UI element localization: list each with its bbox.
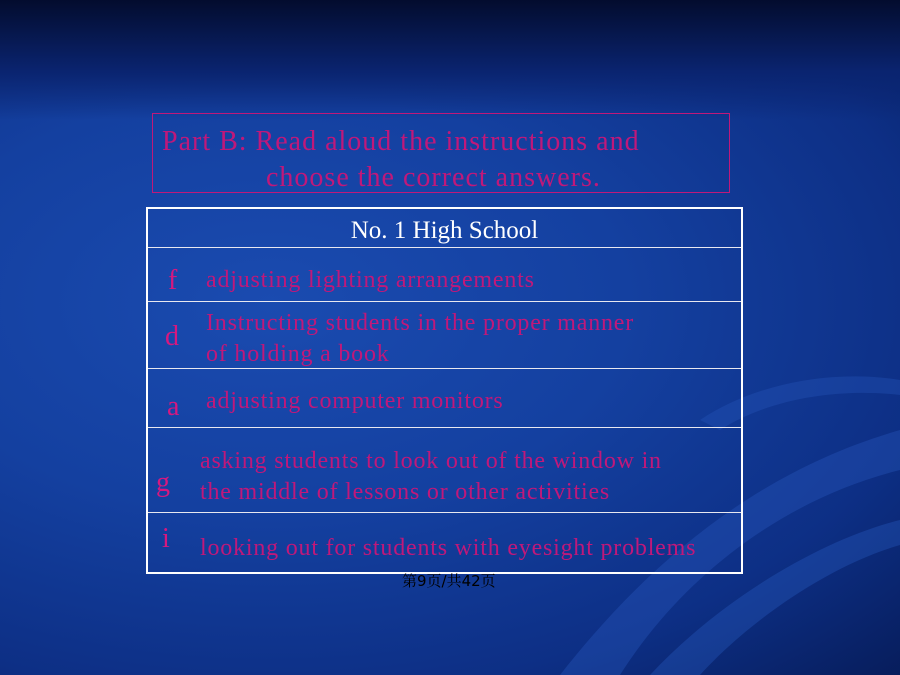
row-divider xyxy=(148,427,741,428)
row-divider xyxy=(148,512,741,513)
answer-letter: i xyxy=(162,523,170,554)
instruction-title-box xyxy=(152,113,730,193)
row-divider xyxy=(148,368,741,369)
answer-letter: g xyxy=(156,467,170,498)
answer-letter: a xyxy=(167,391,180,422)
table-header: No. 1 High School xyxy=(350,217,539,244)
answer-description-line-1: asking students to look out of the window in xyxy=(200,448,662,474)
answer-letter: f xyxy=(168,265,178,296)
answers-table xyxy=(146,207,743,574)
answer-description: looking out for students with eyesight problems xyxy=(200,535,697,561)
answer-description-line-2: the middle of lessons or other activities xyxy=(200,479,611,505)
answer-description-line-1: Instructing students in the proper manner xyxy=(206,310,635,336)
page-number: 第9页/共42页 xyxy=(402,572,496,590)
answer-description: adjusting lighting arrangements xyxy=(206,267,535,293)
answer-letter: d xyxy=(165,321,179,352)
answer-description-line-2: of holding a book xyxy=(206,341,390,367)
title-line-1: Part B: Read aloud the instructions and xyxy=(162,126,640,157)
answer-description: adjusting computer monitors xyxy=(206,388,504,414)
row-divider xyxy=(148,301,741,302)
row-divider xyxy=(148,247,741,248)
title-line-2: choose the correct answers. xyxy=(266,162,601,193)
